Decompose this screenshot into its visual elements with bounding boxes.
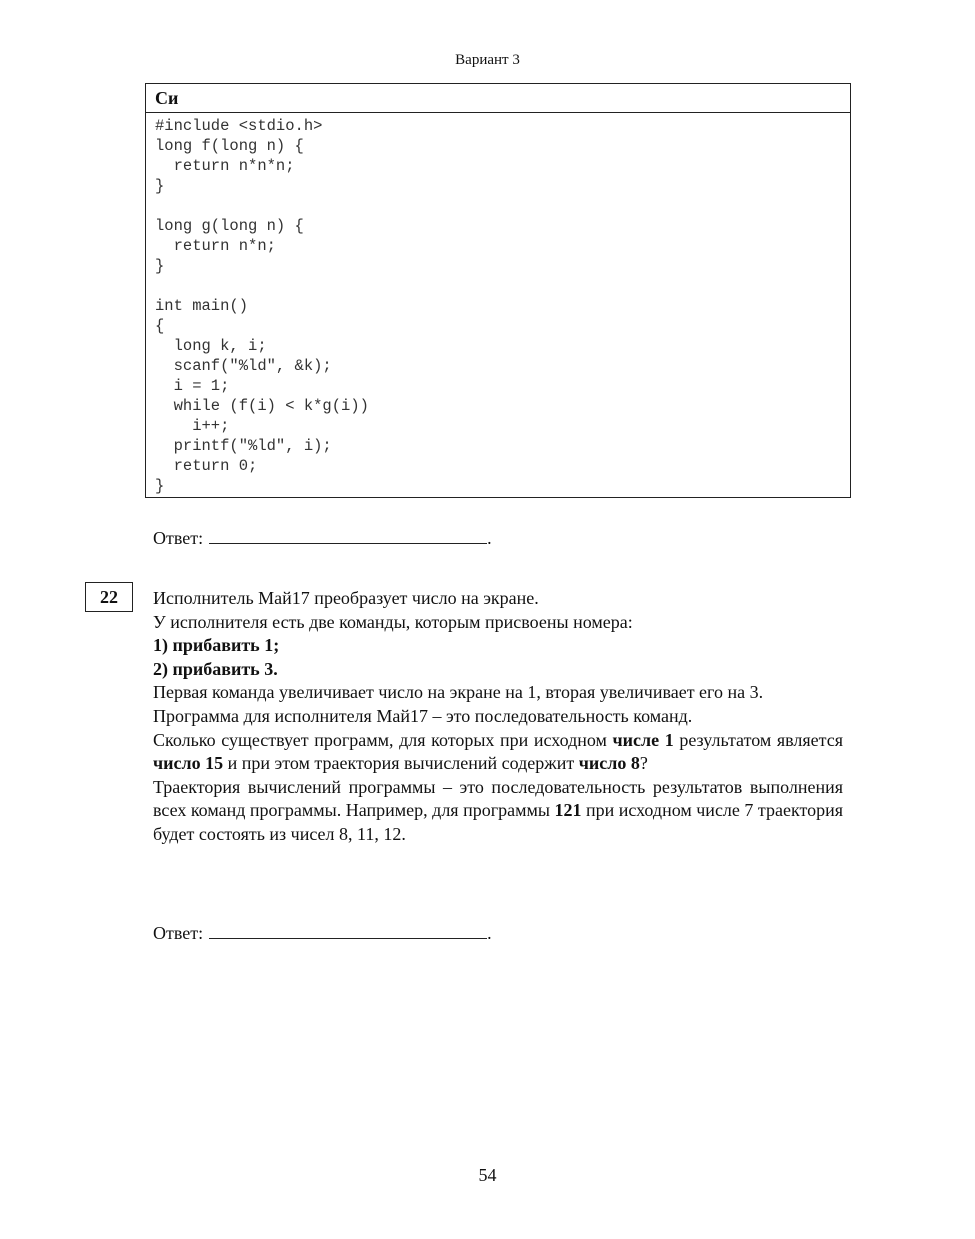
trajectory-paragraph xyxy=(153,776,843,847)
answer-label: Ответ: xyxy=(153,528,204,548)
code-line: long f(long n) { xyxy=(155,137,304,155)
code-line: scanf("%ld", &k); xyxy=(155,357,332,375)
code-listing-box xyxy=(145,83,851,498)
code-line: i++; xyxy=(155,417,230,435)
answer-label: Ответ: xyxy=(153,923,204,943)
task-number-box: 22 xyxy=(85,582,133,612)
variant-header: Вариант 3 xyxy=(455,52,520,68)
question-bold: число 8 xyxy=(578,753,640,774)
answer-period: . xyxy=(487,528,492,548)
code-line: { xyxy=(155,317,165,335)
question-text: и при этом траектория вычислений содержит xyxy=(223,753,579,774)
command-2: 2) прибавить 3. xyxy=(153,658,278,679)
answer-period: . xyxy=(487,923,492,943)
code-line: while (f(i) < k*g(i)) xyxy=(155,397,369,415)
task-paragraph: Программа для исполнителя Май17 – это последовательность команд. xyxy=(153,705,693,726)
question-bold: числе 1 xyxy=(612,729,674,750)
code-line: } xyxy=(155,177,165,195)
question-bold: число 15 xyxy=(153,753,224,774)
command-1: 1) прибавить 1; xyxy=(153,635,280,656)
code-line: printf("%ld", i); xyxy=(155,437,332,455)
answer-blank[interactable] xyxy=(209,922,487,939)
code-line: int main() xyxy=(155,297,249,315)
code-listing xyxy=(146,113,850,496)
code-line: long k, i; xyxy=(155,337,267,355)
code-language-label: Си xyxy=(146,84,850,113)
task-line: Исполнитель Май17 преобразует число на экране. xyxy=(153,588,539,608)
trajectory-text: Траектория вычислений программы – это последовательность результатов выполнения всех команд программы. Например, для программы xyxy=(153,776,843,821)
code-line: i = 1; xyxy=(155,377,230,395)
code-line: return n*n; xyxy=(155,237,276,255)
code-line: #include <stdio.h> xyxy=(155,117,323,135)
trajectory-bold: 121 xyxy=(554,800,582,821)
answer-line-2 xyxy=(153,922,492,944)
task-question xyxy=(153,729,843,776)
code-line: return n*n*n; xyxy=(155,157,295,175)
answer-blank[interactable] xyxy=(209,527,487,544)
page-number: 54 xyxy=(478,1165,497,1185)
code-line: long g(long n) { xyxy=(155,217,304,235)
question-text: Сколько существует программ, для которых при исходном xyxy=(153,729,613,750)
task-line: У исполнителя есть две команды, которым присвоены номера: xyxy=(153,611,633,632)
question-text: ? xyxy=(639,753,648,774)
code-line: return 0; xyxy=(155,457,258,475)
code-line: } xyxy=(155,257,165,275)
code-line: } xyxy=(155,477,165,495)
question-text: результатом является xyxy=(673,729,843,750)
task-paragraph: Первая команда увеличивает число на экране на 1, вторая увеличивает его на 3. xyxy=(153,682,764,703)
task-text xyxy=(153,587,843,847)
answer-line-1 xyxy=(153,527,492,549)
trajectory-text: при исходном числе 7 траектория будет состоять из чисел 8, 11, 12. xyxy=(153,800,844,844)
